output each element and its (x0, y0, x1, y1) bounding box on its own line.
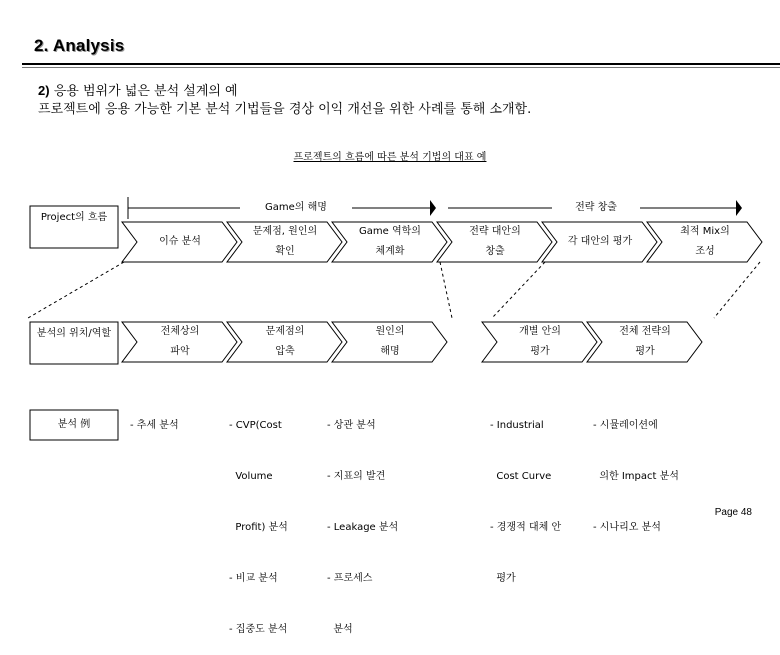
step-label-2 (240, 222, 330, 262)
step-label-1 (135, 232, 225, 252)
step-label-4 (450, 222, 540, 262)
step-label-3 (345, 222, 435, 262)
role-label-1 (135, 322, 225, 362)
example-item: - 지표의 발견 (327, 471, 386, 482)
example-list-3 (327, 383, 398, 655)
page-title: 2. Analysis (34, 36, 125, 55)
subtitle-heading: 응용 범위가 넓은 분석 설계의 예 (53, 84, 238, 99)
role-label-5 (600, 322, 690, 362)
step-label-3-line1: Game 역학의 (359, 226, 421, 237)
example-item: Volume (229, 471, 273, 482)
diagram-caption-text: 프로젝트의 흐름에 따른 분석 기법의 대표 예 (293, 152, 487, 163)
example-item: - 상관 분석 (327, 420, 376, 431)
step-label-5 (555, 232, 645, 252)
role-label-4 (495, 322, 585, 362)
example-item: - Leakage 분석 (327, 522, 399, 533)
role-label-1-line2: 파악 (170, 346, 190, 357)
step-label-2-line1: 문제점, 원인의 (252, 226, 318, 237)
example-item: 의한 Impact 분석 (593, 471, 679, 482)
zoom-dashed-lines (28, 262, 760, 318)
row-label-position: 분석의 위치/역할 (36, 328, 112, 339)
step-label-6 (660, 222, 750, 262)
row-label-examples: 분석 例 (57, 419, 91, 430)
example-item: - 비교 분석 (229, 573, 278, 584)
example-item: - CVP(Cost (229, 420, 282, 431)
example-item: - 시뮬레이션에 (593, 420, 658, 431)
example-list-5 (593, 383, 679, 553)
step-label-2-line2: 확인 (275, 246, 295, 257)
example-item: - 경쟁적 대체 안 (490, 522, 562, 533)
step-label-6-line1: 최적 Mix의 (680, 226, 730, 237)
role-label-1-line1: 전체상의 (160, 326, 200, 337)
phase-strategy-label: 전략 창출 (575, 202, 617, 213)
example-item: - 추세 분석 (130, 420, 179, 431)
role-label-4-line2: 평가 (530, 346, 550, 357)
role-label-5-line2: 평가 (635, 346, 655, 357)
step-label-4-line1: 전략 대안의 (469, 226, 521, 237)
role-label-2 (240, 322, 330, 362)
role-label-3 (345, 322, 435, 362)
role-label-3-line1: 원인의 (375, 326, 405, 337)
subtitle-number: 2) (38, 83, 50, 98)
role-label-4-line1: 개별 안의 (519, 326, 561, 337)
example-item: Cost Curve (490, 471, 552, 482)
phase-game-label: Game의 해명 (265, 202, 327, 213)
example-item: - 프로세스 (327, 573, 373, 584)
step-label-1-line1: 이슈 분석 (159, 236, 201, 247)
row-label-flow: Project의 흐름 (40, 212, 108, 223)
role-label-3-line2: 해명 (380, 346, 400, 357)
step-label-5-line1: 각 대안의 평가 (567, 236, 633, 247)
example-item: 평가 (490, 573, 516, 584)
example-item: 분석 (327, 624, 353, 635)
example-item: - Industrial (490, 420, 544, 431)
example-item: Profit) 분석 (229, 522, 288, 533)
subtitle-line-2: 프로젝트에 응용 가능한 기본 분석 기법들을 경상 이익 개선을 위한 사례를 통해 소개함. (38, 102, 532, 117)
page-number: Page 48 (714, 507, 752, 518)
step-label-3-line2: 체계화 (375, 246, 405, 257)
role-label-5-line1: 전체 전략의 (619, 326, 671, 337)
step-label-4-line2: 창출 (485, 246, 505, 257)
role-label-2-line1: 문제점의 (265, 326, 305, 337)
example-list-2 (229, 383, 288, 655)
step-label-6-line2: 조성 (695, 246, 715, 257)
example-list-1 (130, 383, 179, 451)
example-list-4 (490, 383, 561, 604)
role-label-2-line2: 압축 (275, 346, 295, 357)
example-item: - 집중도 분석 (229, 624, 288, 635)
example-item: - 시나리오 분석 (593, 522, 661, 533)
